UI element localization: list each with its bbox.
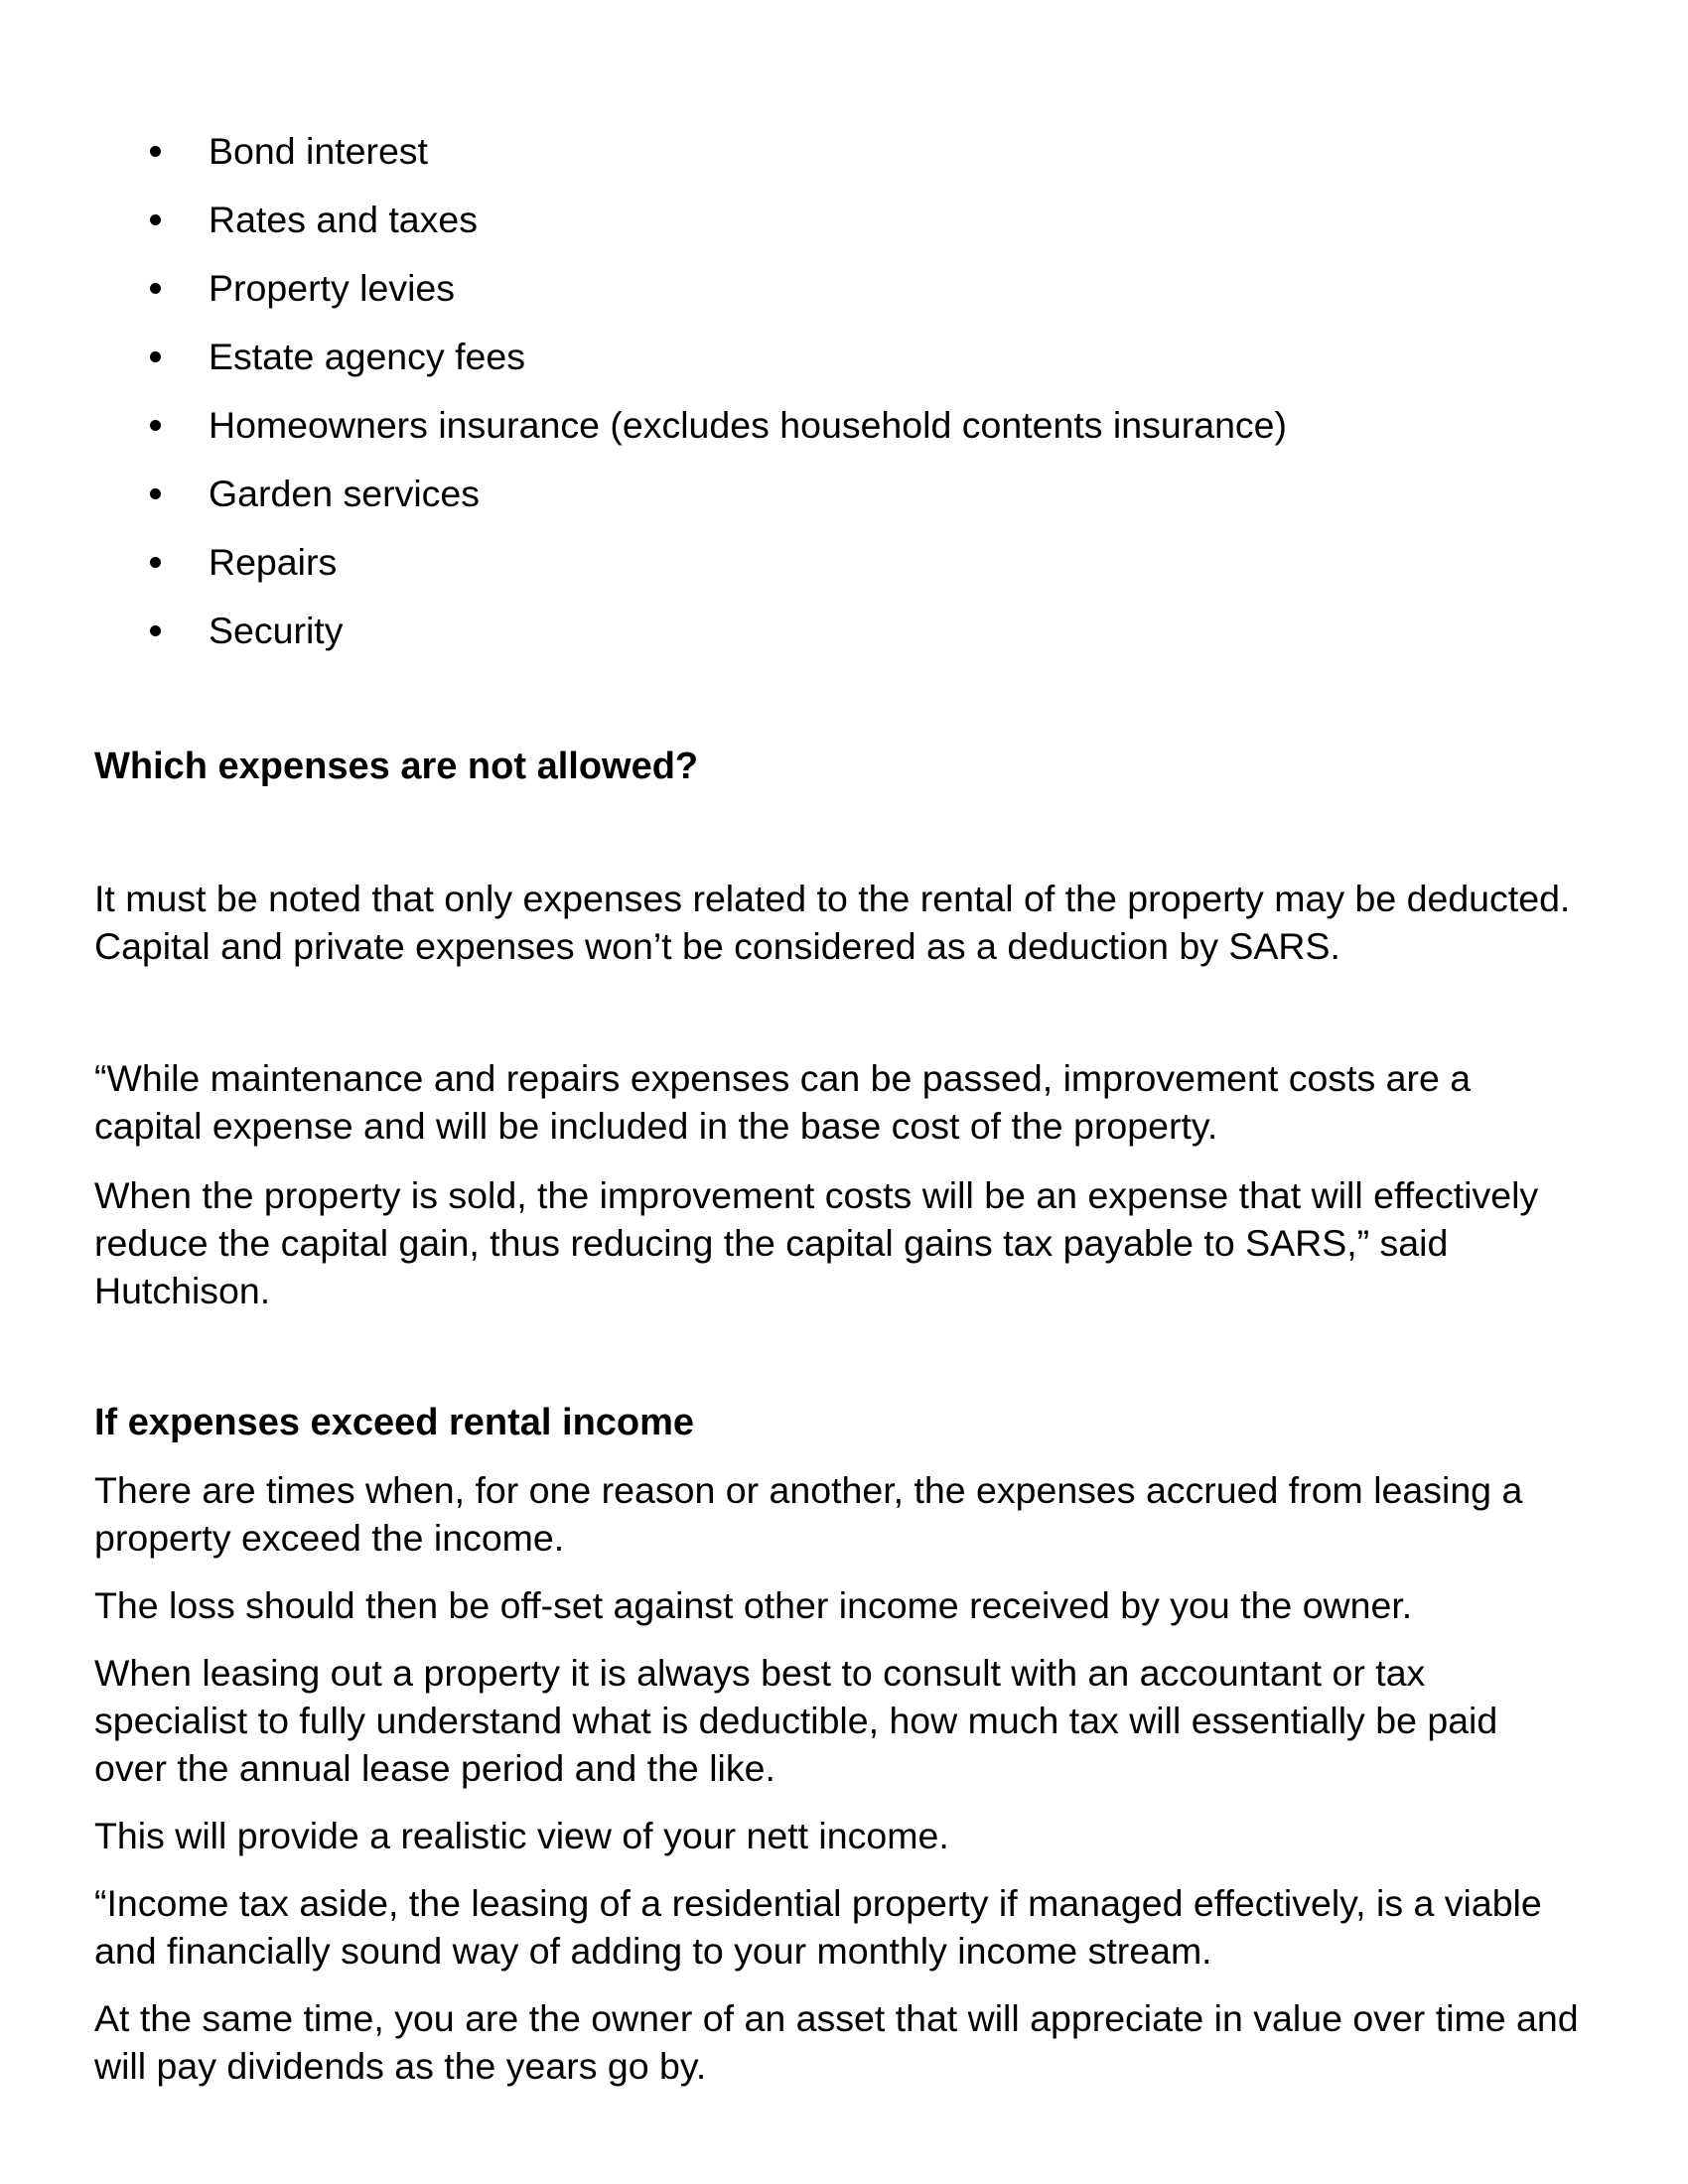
list-item-text: Property levies bbox=[209, 267, 456, 309]
list-item-text: Bond interest bbox=[209, 130, 428, 172]
bullet-icon bbox=[150, 488, 161, 499]
text-line: property exceed the income. bbox=[94, 1517, 565, 1559]
list-item-text: Rates and taxes bbox=[209, 199, 478, 240]
text-line: There are times when, for one reason or another, the expenses accrued from leasing a bbox=[94, 1469, 1523, 1511]
paragraph bbox=[94, 1466, 1594, 1562]
list-item-text: Security bbox=[209, 610, 344, 651]
list-item bbox=[94, 401, 1594, 449]
text-line: reduce the capital gain, thus reducing the capital gains tax payable to SARS,” said bbox=[94, 1222, 1449, 1264]
text-line: “While maintenance and repairs expenses can be passed, improvement costs are a bbox=[94, 1057, 1472, 1099]
text-line: When leasing out a property it is always best to consult with an accountant or tax bbox=[94, 1652, 1426, 1694]
text-line: At the same time, you are the owner of an asset that will appreciate in value over time and bbox=[94, 1997, 1579, 2039]
list-item bbox=[94, 264, 1594, 312]
bullet-icon bbox=[150, 351, 161, 362]
text-line: This will provide a realistic view of your nett income. bbox=[94, 1815, 949, 1856]
paragraph bbox=[94, 875, 1594, 970]
bullet-icon bbox=[150, 146, 161, 157]
bullet-icon bbox=[150, 420, 161, 431]
text-line: The loss should then be off-set against other income received by you the owner. bbox=[94, 1584, 1413, 1626]
list-item-text: Homeowners insurance (excludes household contents insurance) bbox=[209, 404, 1288, 446]
text-line: capital expense and will be included in the base cost of the property. bbox=[94, 1105, 1218, 1147]
bullet-list bbox=[94, 127, 1594, 654]
paragraph bbox=[94, 1994, 1594, 2090]
text-line: and financially sound way of adding to your monthly income stream. bbox=[94, 1930, 1212, 1972]
list-item bbox=[94, 607, 1594, 654]
bullet-icon bbox=[150, 283, 161, 294]
text-line: specialist to fully understand what is deductible, how much tax will essentially be paid bbox=[94, 1700, 1498, 1741]
paragraph bbox=[94, 1054, 1594, 1150]
paragraph bbox=[94, 1171, 1594, 1314]
text-line: will pay dividends as the years go by. bbox=[94, 2045, 707, 2087]
list-item bbox=[94, 538, 1594, 586]
text-line: Hutchison. bbox=[94, 1270, 271, 1311]
text-line: “Income tax aside, the leasing of a residential property if managed effectively, is a viable bbox=[94, 1882, 1542, 1924]
text-line: over the annual lease period and the like. bbox=[94, 1747, 775, 1789]
section-heading-expenses-exceed-income: If expenses exceed rental income bbox=[94, 1402, 695, 1443]
text-line: It must be noted that only expenses related to the rental of the property may be deducted. bbox=[94, 878, 1571, 919]
section-heading-expenses-not-allowed: Which expenses are not allowed? bbox=[94, 746, 699, 787]
list-item-text: Garden services bbox=[209, 473, 481, 514]
paragraph bbox=[94, 1879, 1594, 1975]
list-item bbox=[94, 127, 1594, 175]
list-item-text: Estate agency fees bbox=[209, 336, 525, 377]
bullet-icon bbox=[150, 625, 161, 636]
list-item bbox=[94, 333, 1594, 380]
text-line: Capital and private expenses won’t be considered as a deduction by SARS. bbox=[94, 925, 1340, 967]
list-item bbox=[94, 470, 1594, 517]
list-item bbox=[94, 196, 1594, 243]
bullet-icon bbox=[150, 214, 161, 225]
list-item-text: Repairs bbox=[209, 541, 338, 583]
paragraph bbox=[94, 1812, 1594, 1859]
text-line: When the property is sold, the improvement costs will be an expense that will effectively bbox=[94, 1174, 1539, 1216]
paragraph bbox=[94, 1581, 1594, 1629]
bullet-icon bbox=[150, 557, 161, 568]
paragraph bbox=[94, 1649, 1594, 1792]
